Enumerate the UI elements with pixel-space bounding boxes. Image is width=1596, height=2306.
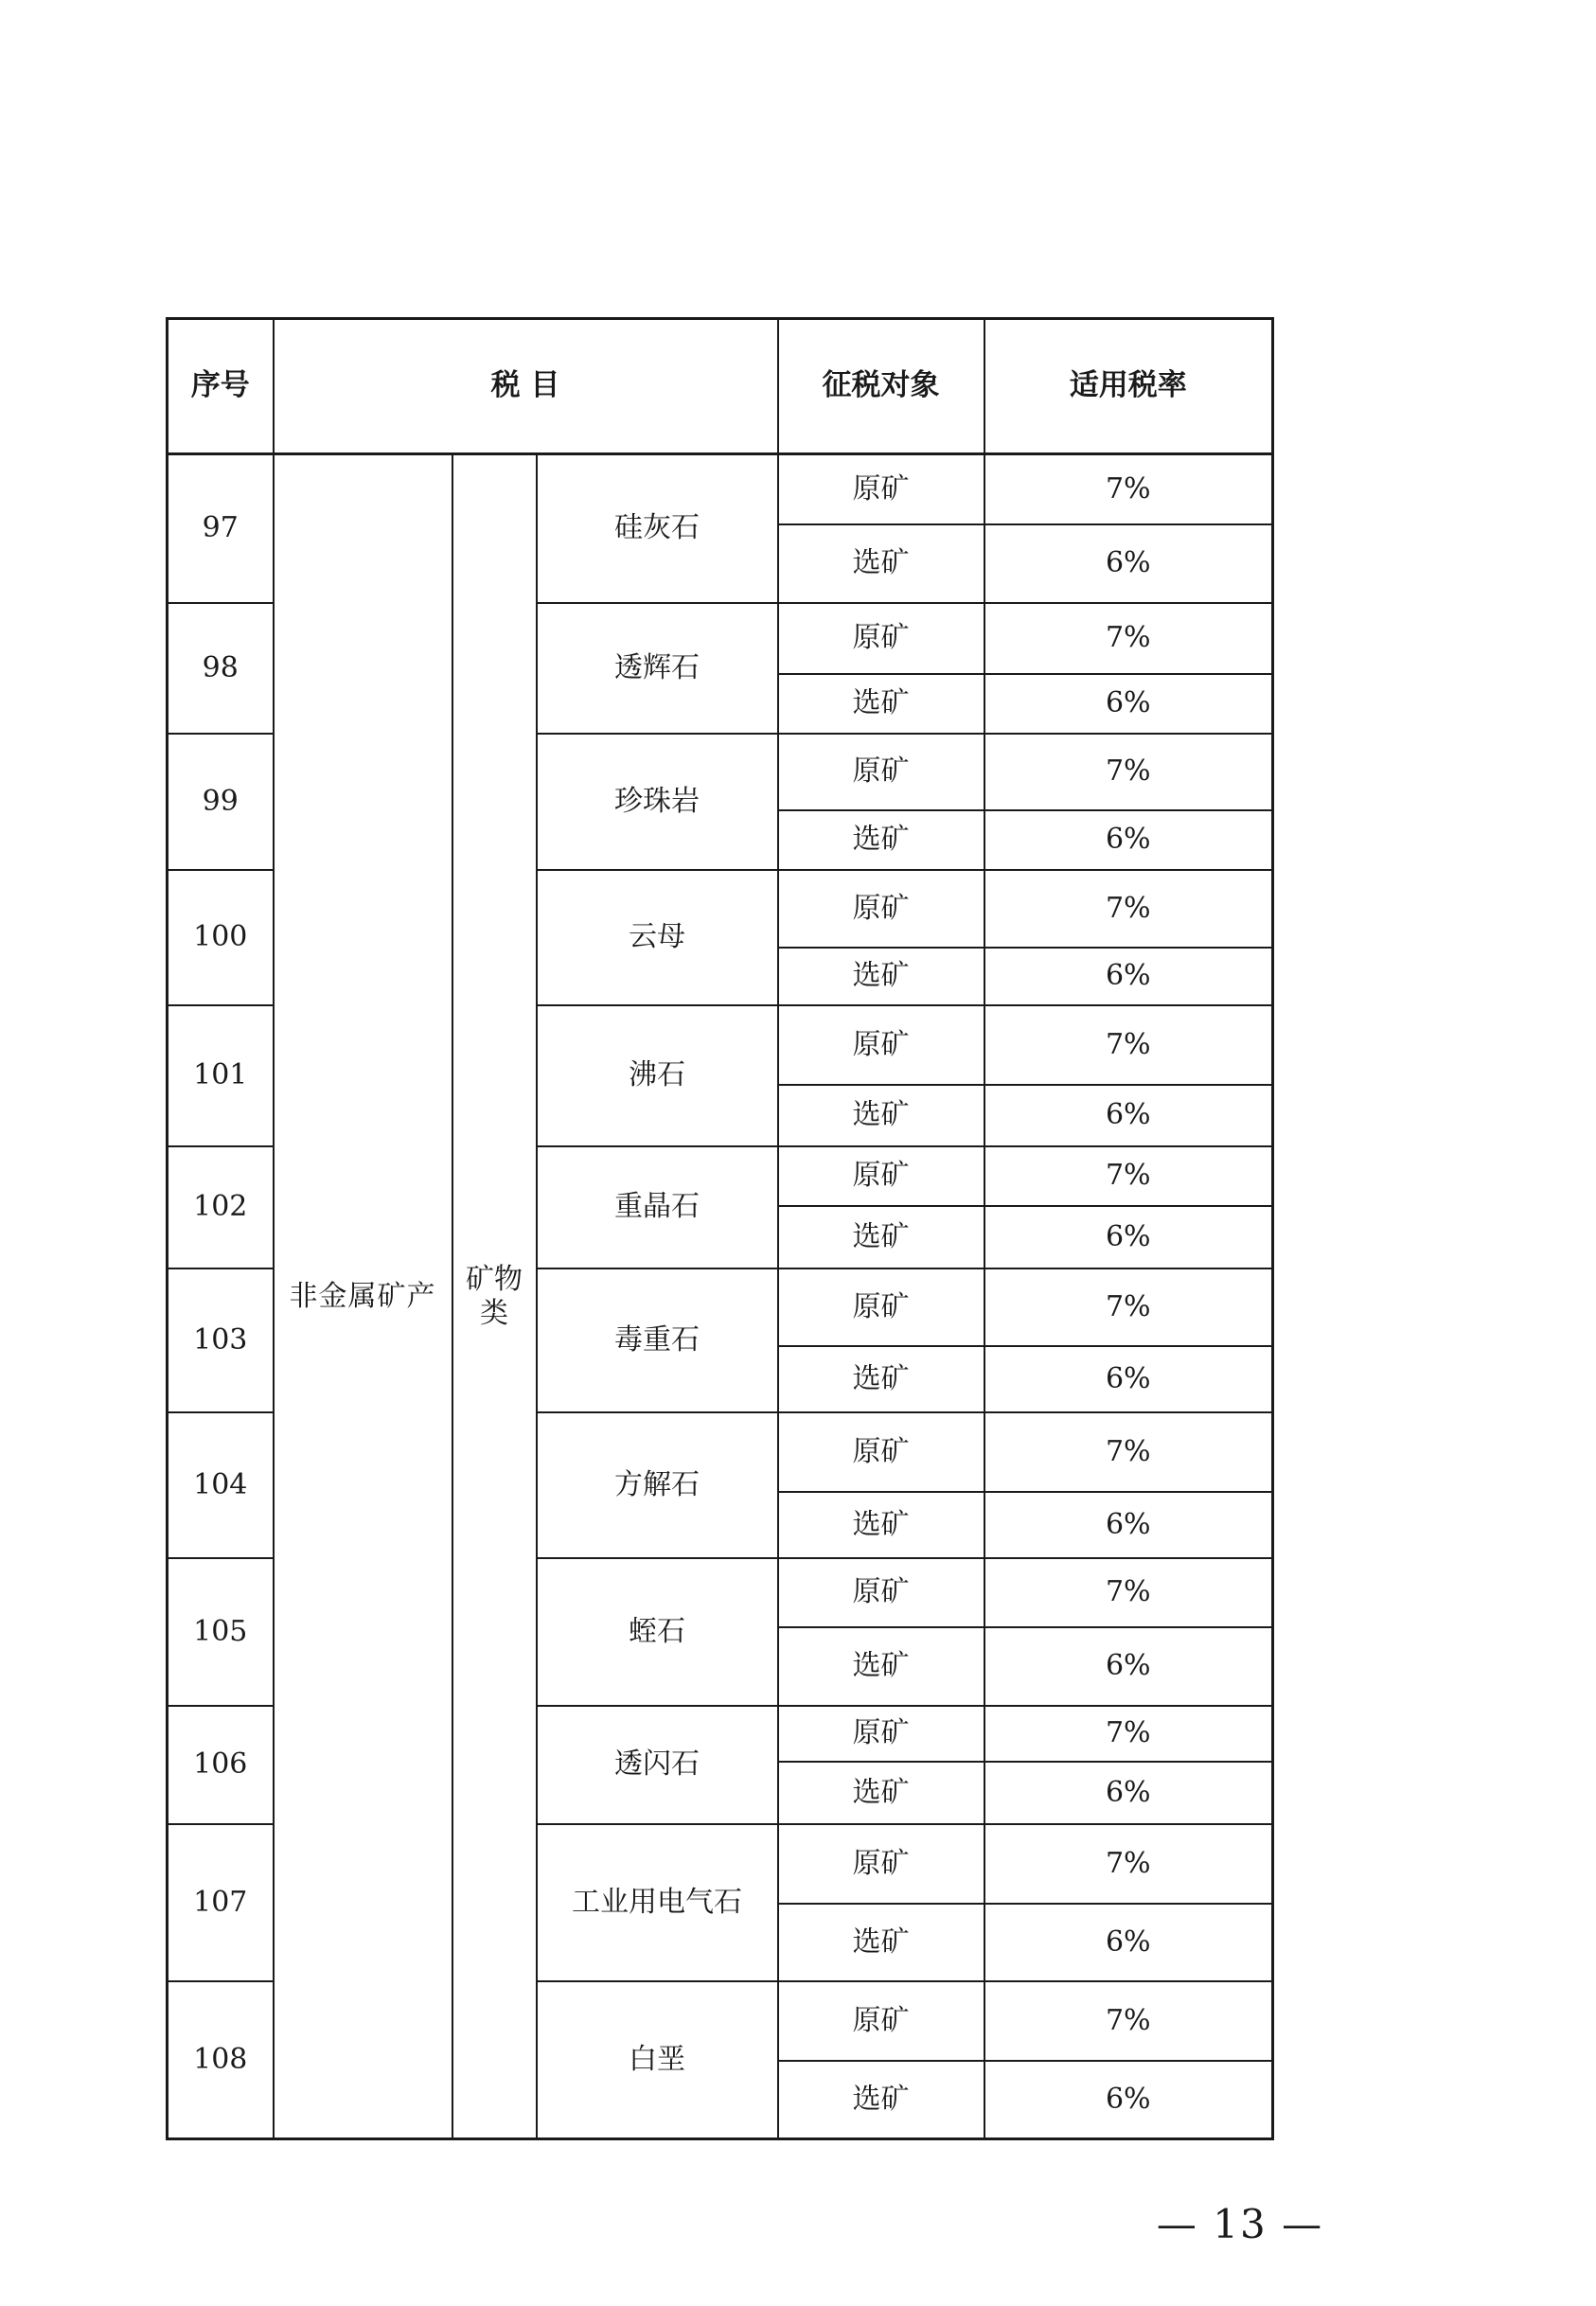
header-rate: 适用税率 xyxy=(984,319,1273,454)
tax-rate-cell: 7% xyxy=(984,870,1273,948)
tax-rate-cell: 7% xyxy=(984,1558,1273,1627)
seq-cell: 101 xyxy=(168,1005,274,1146)
tax-rate-cell: 6% xyxy=(984,2061,1273,2139)
seq-cell: 108 xyxy=(168,1981,274,2139)
tax-rate-cell: 7% xyxy=(984,1824,1273,1904)
tax-object-cell: 选矿 xyxy=(778,1762,984,1824)
tax-rate-cell: 7% xyxy=(984,734,1273,810)
seq-cell: 105 xyxy=(168,1558,274,1706)
table-header-row xyxy=(168,319,1273,454)
header-item: 税 目 xyxy=(274,319,778,454)
table-row xyxy=(168,454,1273,524)
seq-cell: 106 xyxy=(168,1706,274,1824)
tax-rate-cell: 6% xyxy=(984,674,1273,734)
tax-object-cell: 选矿 xyxy=(778,674,984,734)
mineral-name-cell: 珍珠岩 xyxy=(537,734,778,870)
seq-cell: 107 xyxy=(168,1824,274,1981)
mineral-name-cell: 工业用电气石 xyxy=(537,1824,778,1981)
category-main-cell: 非金属矿产 xyxy=(274,454,452,2139)
header-seq: 序号 xyxy=(168,319,274,454)
table-body xyxy=(168,454,1273,2139)
tax-rate-cell: 7% xyxy=(984,1412,1273,1492)
tax-rate-cell: 6% xyxy=(984,948,1273,1005)
tax-object-cell: 选矿 xyxy=(778,1904,984,1981)
tax-rate-cell: 7% xyxy=(984,454,1273,524)
tax-object-cell: 原矿 xyxy=(778,734,984,810)
seq-cell: 104 xyxy=(168,1412,274,1558)
tax-rate-cell: 7% xyxy=(984,603,1273,674)
header-object: 征税对象 xyxy=(778,319,984,454)
tax-object-cell: 选矿 xyxy=(778,2061,984,2139)
tax-rate-cell: 7% xyxy=(984,1268,1273,1346)
tax-object-cell: 原矿 xyxy=(778,1824,984,1904)
tax-object-cell: 选矿 xyxy=(778,1085,984,1146)
tax-rate-cell: 6% xyxy=(984,524,1273,603)
tax-rate-cell: 7% xyxy=(984,1005,1273,1085)
tax-object-cell: 选矿 xyxy=(778,1627,984,1706)
tax-object-cell: 选矿 xyxy=(778,1346,984,1412)
tax-object-cell: 原矿 xyxy=(778,1558,984,1627)
tax-object-cell: 选矿 xyxy=(778,1206,984,1268)
seq-cell: 103 xyxy=(168,1268,274,1412)
mineral-name-cell: 毒重石 xyxy=(537,1268,778,1412)
tax-object-cell: 原矿 xyxy=(778,1412,984,1492)
mineral-name-cell: 蛭石 xyxy=(537,1558,778,1706)
tax-rate-cell: 7% xyxy=(984,1146,1273,1206)
mineral-name-cell: 沸石 xyxy=(537,1005,778,1146)
tax-object-cell: 原矿 xyxy=(778,1146,984,1206)
tax-rate-cell: 6% xyxy=(984,1627,1273,1706)
category-sub-cell: 矿物类 xyxy=(452,454,537,2139)
tax-object-cell: 原矿 xyxy=(778,870,984,948)
mineral-name-cell: 透辉石 xyxy=(537,603,778,734)
seq-cell: 100 xyxy=(168,870,274,1005)
tax-rate-cell: 6% xyxy=(984,810,1273,870)
tax-rate-cell: 6% xyxy=(984,1085,1273,1146)
seq-cell: 99 xyxy=(168,734,274,870)
mineral-name-cell: 重晶石 xyxy=(537,1146,778,1268)
tax-object-cell: 原矿 xyxy=(778,454,984,524)
tax-rate-cell: 6% xyxy=(984,1206,1273,1268)
tax-rate-table xyxy=(166,317,1274,2140)
tax-object-cell: 原矿 xyxy=(778,1268,984,1346)
mineral-name-cell: 硅灰石 xyxy=(537,454,778,603)
tax-rate-cell: 6% xyxy=(984,1346,1273,1412)
tax-object-cell: 原矿 xyxy=(778,1706,984,1762)
mineral-name-cell: 白垩 xyxy=(537,1981,778,2139)
tax-object-cell: 选矿 xyxy=(778,948,984,1005)
tax-rate-cell: 7% xyxy=(984,1706,1273,1762)
tax-rate-cell: 6% xyxy=(984,1762,1273,1824)
tax-object-cell: 选矿 xyxy=(778,810,984,870)
tax-rate-cell: 6% xyxy=(984,1904,1273,1981)
tax-rate-cell: 6% xyxy=(984,1492,1273,1558)
page-number: — 13 — xyxy=(1156,2201,1324,2247)
mineral-name-cell: 透闪石 xyxy=(537,1706,778,1824)
tax-object-cell: 选矿 xyxy=(778,524,984,603)
mineral-name-cell: 方解石 xyxy=(537,1412,778,1558)
tax-object-cell: 原矿 xyxy=(778,603,984,674)
tax-object-cell: 原矿 xyxy=(778,1981,984,2061)
mineral-name-cell: 云母 xyxy=(537,870,778,1005)
tax-rate-cell: 7% xyxy=(984,1981,1273,2061)
tax-object-cell: 原矿 xyxy=(778,1005,984,1085)
tax-object-cell: 选矿 xyxy=(778,1492,984,1558)
seq-cell: 97 xyxy=(168,454,274,603)
seq-cell: 102 xyxy=(168,1146,274,1268)
seq-cell: 98 xyxy=(168,603,274,734)
